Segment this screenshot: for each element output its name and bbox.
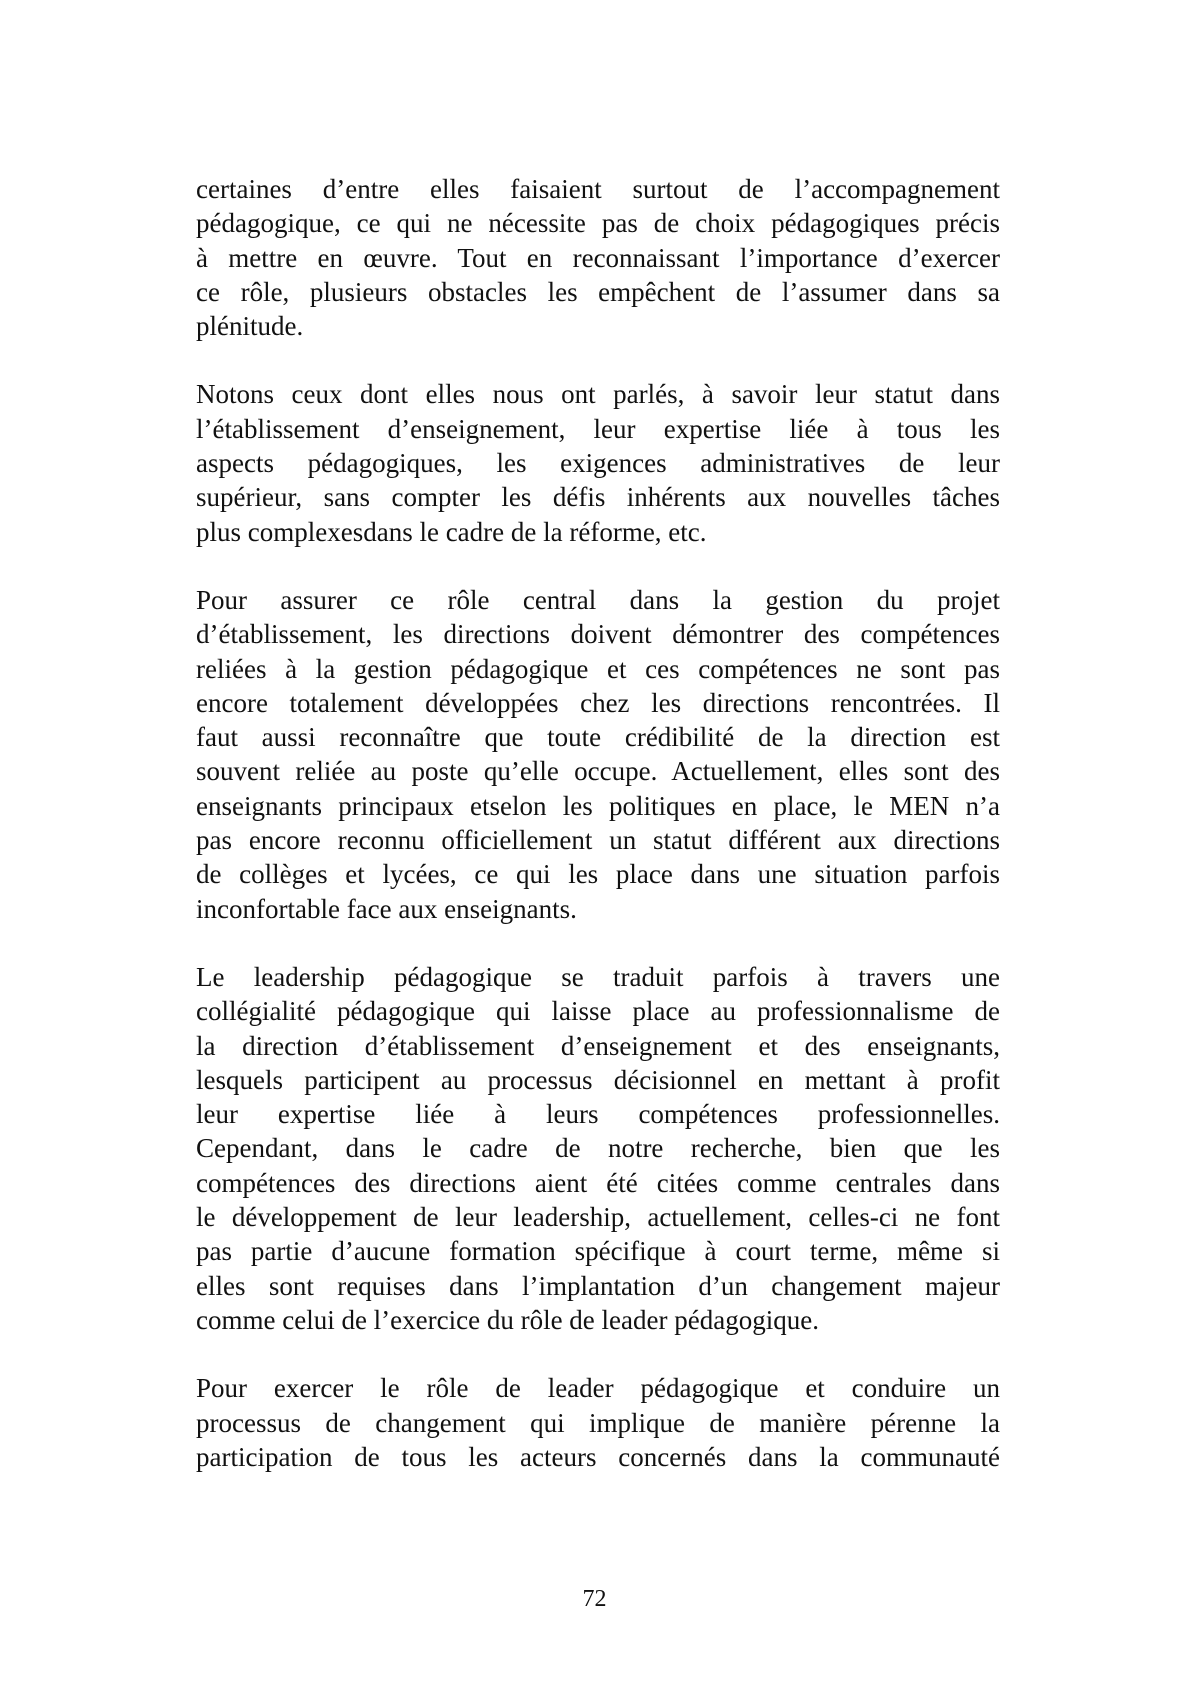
text-line: supérieur, sans compter les défis inhérents aux nouvelles tâches xyxy=(196,482,1000,513)
page-number: 72 xyxy=(582,1586,607,1612)
paragraph xyxy=(196,960,1000,1337)
text-line: leur expertise liée à leurs compétences professionnelles. xyxy=(196,1099,1000,1130)
text-line: comme celui de l’exercice du rôle de leader pédagogique. xyxy=(196,1304,819,1335)
text-line: pédagogique, ce qui ne nécessite pas de choix pédagogiques précis xyxy=(196,208,1000,239)
text-line: Notons ceux dont elles nous ont parlés, à savoir leur statut dans xyxy=(196,379,1000,410)
text-line: Pour exercer le rôle de leader pédagogique et conduire un xyxy=(196,1373,1000,1404)
paragraph xyxy=(196,172,1000,343)
paragraph xyxy=(196,1371,1000,1474)
text-line: Cependant, dans le cadre de notre recherche, bien que les xyxy=(196,1133,1000,1164)
text-line: inconfortable face aux enseignants. xyxy=(196,893,577,924)
text-line: la direction d’établissement d’enseignement et des enseignants, xyxy=(196,1030,1000,1061)
text-line: aspects pédagogiques, les exigences administratives de leur xyxy=(196,448,1000,479)
text-line: lesquels participent au processus décisionnel en mettant à profit xyxy=(196,1064,1000,1095)
text-line: enseignants principaux etselon les politiques en place, le MEN n’a xyxy=(196,790,1000,821)
text-line: Le leadership pédagogique se traduit parfois à travers une xyxy=(196,961,1000,992)
text-line: souvent reliée au poste qu’elle occupe. Actuellement, elles sont des xyxy=(196,756,1000,787)
text-line: Pour assurer ce rôle central dans la gestion du projet xyxy=(196,584,1000,615)
text-line: collégialité pédagogique qui laisse place au professionnalisme de xyxy=(196,996,1000,1027)
paragraph xyxy=(196,583,1000,926)
text-line: le développement de leur leadership, actuellement, celles-ci ne font xyxy=(196,1202,1000,1233)
text-line: pas partie d’aucune formation spécifique à court terme, même si xyxy=(196,1236,1000,1267)
text-line: de collèges et lycées, ce qui les place dans une situation parfois xyxy=(196,859,1000,890)
body-text xyxy=(196,172,1000,1508)
text-line: reliées à la gestion pédagogique et ces compétences ne sont pas xyxy=(196,653,1000,684)
text-line: faut aussi reconnaître que toute crédibilité de la direction est xyxy=(196,722,1000,753)
text-line: participation de tous les acteurs concernés dans la communauté xyxy=(196,1441,1000,1472)
text-line: ce rôle, plusieurs obstacles les empêchent de l’assumer dans sa xyxy=(196,276,1000,307)
text-line: processus de changement qui implique de manière pérenne la xyxy=(196,1407,1000,1438)
text-line: à mettre en œuvre. Tout en reconnaissant l’importance d’exercer xyxy=(196,242,1000,273)
text-line: elles sont requises dans l’implantation d’un changement majeur xyxy=(196,1270,1000,1301)
text-line: certaines d’entre elles faisaient surtout de l’accompagnement xyxy=(196,174,1000,204)
text-line: encore totalement développées chez les directions rencontrées. Il xyxy=(196,687,1000,718)
text-line: d’établissement, les directions doivent démontrer des compétences xyxy=(196,619,1000,650)
text-line: plus complexesdans le cadre de la réforme, etc. xyxy=(196,516,707,547)
text-line: plénitude. xyxy=(196,311,304,342)
text-line: compétences des directions aient été citées comme centrales dans xyxy=(196,1167,1000,1198)
paragraph xyxy=(196,377,1000,548)
text-line: pas encore reconnu officiellement un statut différent aux directions xyxy=(196,825,1000,856)
text-line: l’établissement d’enseignement, leur expertise liée à tous les xyxy=(196,413,1000,444)
